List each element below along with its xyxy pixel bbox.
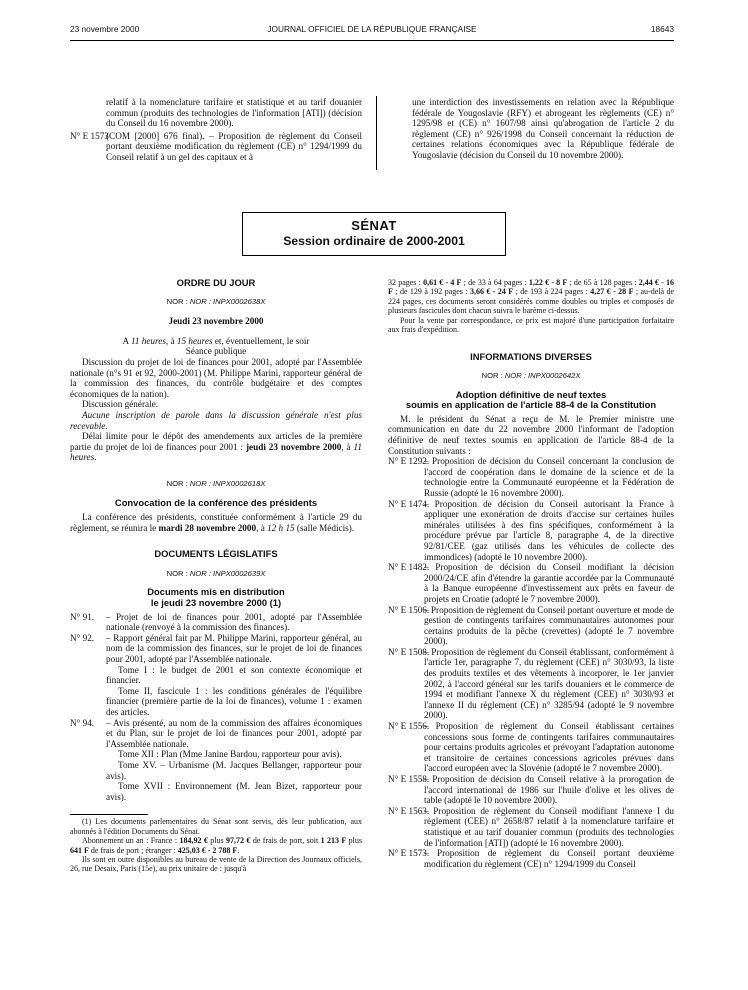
footnote-rule [70,814,148,815]
entry-text: – Proposition de décision du Conseil relative à la prorogation de l'accord international de 1986 sur l'huile d'olive et les olives de table (adopté le 10 novembre 2000). [424,774,674,806]
nor-reference: NOR : NOR : INPX0002639X [166,568,266,578]
session-title: Session ordinaire de 2000-2001 [283,234,465,248]
entry-number: N° E 1563. [388,805,430,816]
paragraph: Délai limite pour le dépôt des amendements aux articles de la première partie du projet de loi de finances pour 2001 : jeudi 23 novembre 2000, à 11 heures. [70,431,362,463]
list-item: N° 91. – Projet de loi de finances pour 2001, adopté par l'Assemblée nationale (renvoyé à la commission des finances). [70,611,362,633]
entry-number: N° E 1474. [388,498,430,509]
list-item [388,848,674,869]
tome: Tome XVII : Environnement (M. Jean Bizet, rapporteur pour avis). [106,781,362,802]
list-item [388,647,674,721]
tome: Tome I : le budget de 2001 et son contexte économique et financier. [106,664,362,686]
entry-text: – Proposition de décision du Conseil autorisant la France à appliquer une exonération de droits d'accise sur certaines huiles minérales utilisées à des fins spécifiques, conformément à la procédure prévue par l'article 8, paragraphe 4, de la directive 92/81/CEE (gaz utilisés dans les véhicules de collecte des immondices) (adopté le 10 novembre 2000). [424,498,674,562]
paragraph: Discussion générale. [82,399,159,410]
page-number: 18643 [650,24,674,34]
journal-title: JOURNAL OFFICIEL DE LA RÉPUBLIQUE FRANÇAISE [267,24,477,34]
subheading: Documents mis en distribution [147,586,285,598]
paragraph: La conférence des présidents, constituée conformément à l'article 29 du règlement, se réunira le mardi 28 novembre 2000, à 12 h 15 (salle Médicis). [70,512,362,533]
left-column [70,278,362,874]
senat-title-box [242,212,506,256]
continued-text: une interdiction des investissements en relation avec la République fédérale de Yougoslavie (RFY) et abrogeant les règlements (CE) n° 1295/98 et (CE) n° 1607/98 ainsi qu'abrogation de l'article 2 du règlement (CE) n° 926/1998 du Conseil concernant la réduction de certaines relations économiques avec la République fédérale de Yougoslavie (décision du Conseil du 10 novembre 2000). [412,97,674,160]
top-right-column [388,97,674,161]
entry-text: – Proposition de décision du Conseil concernant la conclusion de l'accord de coopération dans le domaine de la science et de la technologie entre la Communauté européenne et la Fédération de Russie (adopté le 16 novembre 2000). [424,456,674,498]
entry-text: (COM [2000] 676 final). – Proposition de règlement du Conseil portant deuxième modification du règlement (CE) n° 1294/1999 du Conseil relatif à un gel des capitaux et à [106,130,362,162]
list-item [388,499,674,563]
info-list [388,456,674,869]
paragraph: M. le président du Sénat a reçu de M. le Premier ministre une communication en date du 22 novembre 2000 l'informant de l'adoption définitive de neuf textes soumis en application de l'article 88-4 de la Constitution suivants : [388,413,674,456]
entry-text: – Proposition de règlement du Conseil portant deuxième modification du règlement (CE) n° 1294/1999 du Conseil [424,848,674,869]
list-item [388,562,674,604]
list-item [388,806,674,848]
entry-number: N° E 1506. [388,604,430,615]
tome: Tome XV. – Urbanisme (M. Jacques Bellanger, rapporteur pour avis). [106,759,362,781]
entry-text: – Proposition de règlement du Conseil modifiant l'annexe I du règlement (CEE) n° 2658/87 relatif à la nomenclature tarifaire et statistique et au tarif douanier commun (produits des technologies de l'information [ATI]) (adopté le 16 novembre 2000). [424,805,674,848]
entry-number: N° E 1482. [388,562,430,573]
nor-reference: NOR : NOR : INPX0002642X [481,371,581,381]
right-column [388,278,674,869]
nor-reference: NOR : NOR : INPX0002618X [166,478,266,488]
entry-number: N° E 1556. [388,721,430,732]
header-rule [70,40,674,41]
price-list: 32 pages : 0,61 € - 4 F ; de 33 à 64 pages : 1,22 € - 8 F ; de 65 à 128 pages : 2,44 € - 16 F ; de 129 à 192 pages : 3,66 € - 24 F ; de 193 à 224 pages : 4,27 € - 28 F ; au-delà de 224 pages, ces documents seront considérés comme doubles ou triples et composés de plusieurs fascicules dont chacun suivra le barème ci-dessus. Pour la vente par correspondance, ce prix est majoré d'une participation forfaitaire aux frais d'expédition. [388,278,675,335]
subheading: Adoption définitive de neuf textes [455,388,607,400]
entry-text: – Proposition de règlement du Conseil établissant certaines concessions sous forme de contingents tarifaires communautaires pour certains produits agricoles et prévoyant l'adaptation autonome et transitoire de certaines concessions agricoles prévues dans l'accord européen avec la Slovénie (adopté le 7 novembre 2000). [424,721,674,774]
paragraph: Discussion du projet de loi de finances pour 2001, adopté par l'Assemblée nationale (n°s 91 et 92, 2000-2001) (M. Philippe Marini, rapporteur général de la commission des finances, du contrôle budgétaire et des comptes économiques de la nation). [70,356,362,399]
session-time: A 11 heures, à 15 heures et, éventuellement, le soir [122,335,310,346]
list-item: N° 94. – Avis présenté, au nom de la commission des affaires économiques et du Plan, sur le projet de loi de finances pour 2001, adopté par l'Assemblée nationale. [70,717,362,749]
section-heading-documents: DOCUMENTS LÉGISLATIFS [154,548,278,560]
entry-number: N° E 1558. [388,774,430,784]
footnote: (1) Les documents parlementaires du Sénat sont servis, dès leur publication, aux abonnés à l'édition Documents du Sénat. Abonnement un an : France : 184,92 € plus 97,72 € de frais de port, soit 1 213 F plus 641 F de frais de port ; étranger : 425,03 € - 2 788 F. Ils sont en outre disponibles au bureau de vente de la Direction des Journaux officiels, 26, rue Desaix, Paris (15e), au prix unitaire de : jusqu'à [70,817,363,874]
nor-reference: NOR : NOR : INPX0002638X [166,296,266,306]
section-heading-informations: INFORMATIONS DIVERSES [470,351,592,363]
session-date: Jeudi 23 novembre 2000 [168,316,264,327]
list-item [388,774,674,806]
tome: Tome II, fascicule 1 : les conditions générales de l'équilibre financier (première partie de la loi de finances), volume 1 : examen des articles. [106,685,362,717]
entry-number: N° E 1573 [70,130,109,141]
subheading: soumis en application de l'article 88-4 de la Constitution [405,399,657,411]
running-header [70,24,674,38]
section-heading-ordre: ORDRE DU JOUR [176,277,256,288]
header-date: 23 novembre 2000 [70,24,140,34]
list-item [388,456,674,498]
subheading: le jeudi 23 novembre 2000 (1) [150,597,282,609]
list-item: N° 92. – Rapport général fait par M. Philippe Marini, rapporteur général, au nom de la commission des finances, sur le projet de loi de finances pour 2001, adopté par l'Assemblée nationale. [70,632,362,665]
top-left-column [70,97,362,163]
entry-text: – Proposition de décision du Conseil modifiant la décision 2000/24/CE afin d'étendre la garantie accordée par la Communauté à la Banque européenne d'investissement aux prêts en faveur de projets en Croatie (adopté le 7 novembre 2000). [424,562,674,604]
list-item [388,721,674,774]
entry-text: – Proposition de règlement du Conseil établissant, conformément à l'article 1er, paragraphe 7, du règlement (CEE) n° 3030/93, la liste des produits textiles et des vêtements à incorporer, le 1er janvier 2002, à l'accord général sur les tarifs douaniers et le commerce de 1994 et modifiant l'annexe X du règlement (CEE) n° 3030/93 et l'annexe II du règlement (CE) n° 3285/94 (adopté le 9 novembre 2000). [424,646,674,721]
entry-number: N° E 1292. [388,456,430,467]
entry-e1573-top [70,131,362,163]
entry-text: – Proposition de règlement du Conseil portant ouverture et mode de gestion de contingents tarifaires communautaires autonomes pour certains produits de la pêche (crevettes) (adopté le 7 novembre 2000). [424,604,674,647]
tome: Tome XII : Plan (Mme Janine Bardou, rapporteur pour avis). [118,749,342,760]
column-divider [376,96,377,170]
list-item [388,605,674,647]
entry-number: N° E 1573. [388,848,430,859]
continued-text: relatif à la nomenclature tarifaire et statistique et au tarif douanier commun (produits des technologies de l'information [ATI]) (décision du Conseil du 16 novembre 2000). [106,97,362,129]
paragraph: Aucune inscription de parole dans la discussion générale n'est plus recevable. [70,409,362,431]
entry-number: N° E 1508. [388,646,430,657]
section-heading-conference: Convocation de la conférence des présidents [114,496,318,508]
seance-label: Séance publique [185,346,247,357]
senat-title: SÉNAT [351,218,397,233]
